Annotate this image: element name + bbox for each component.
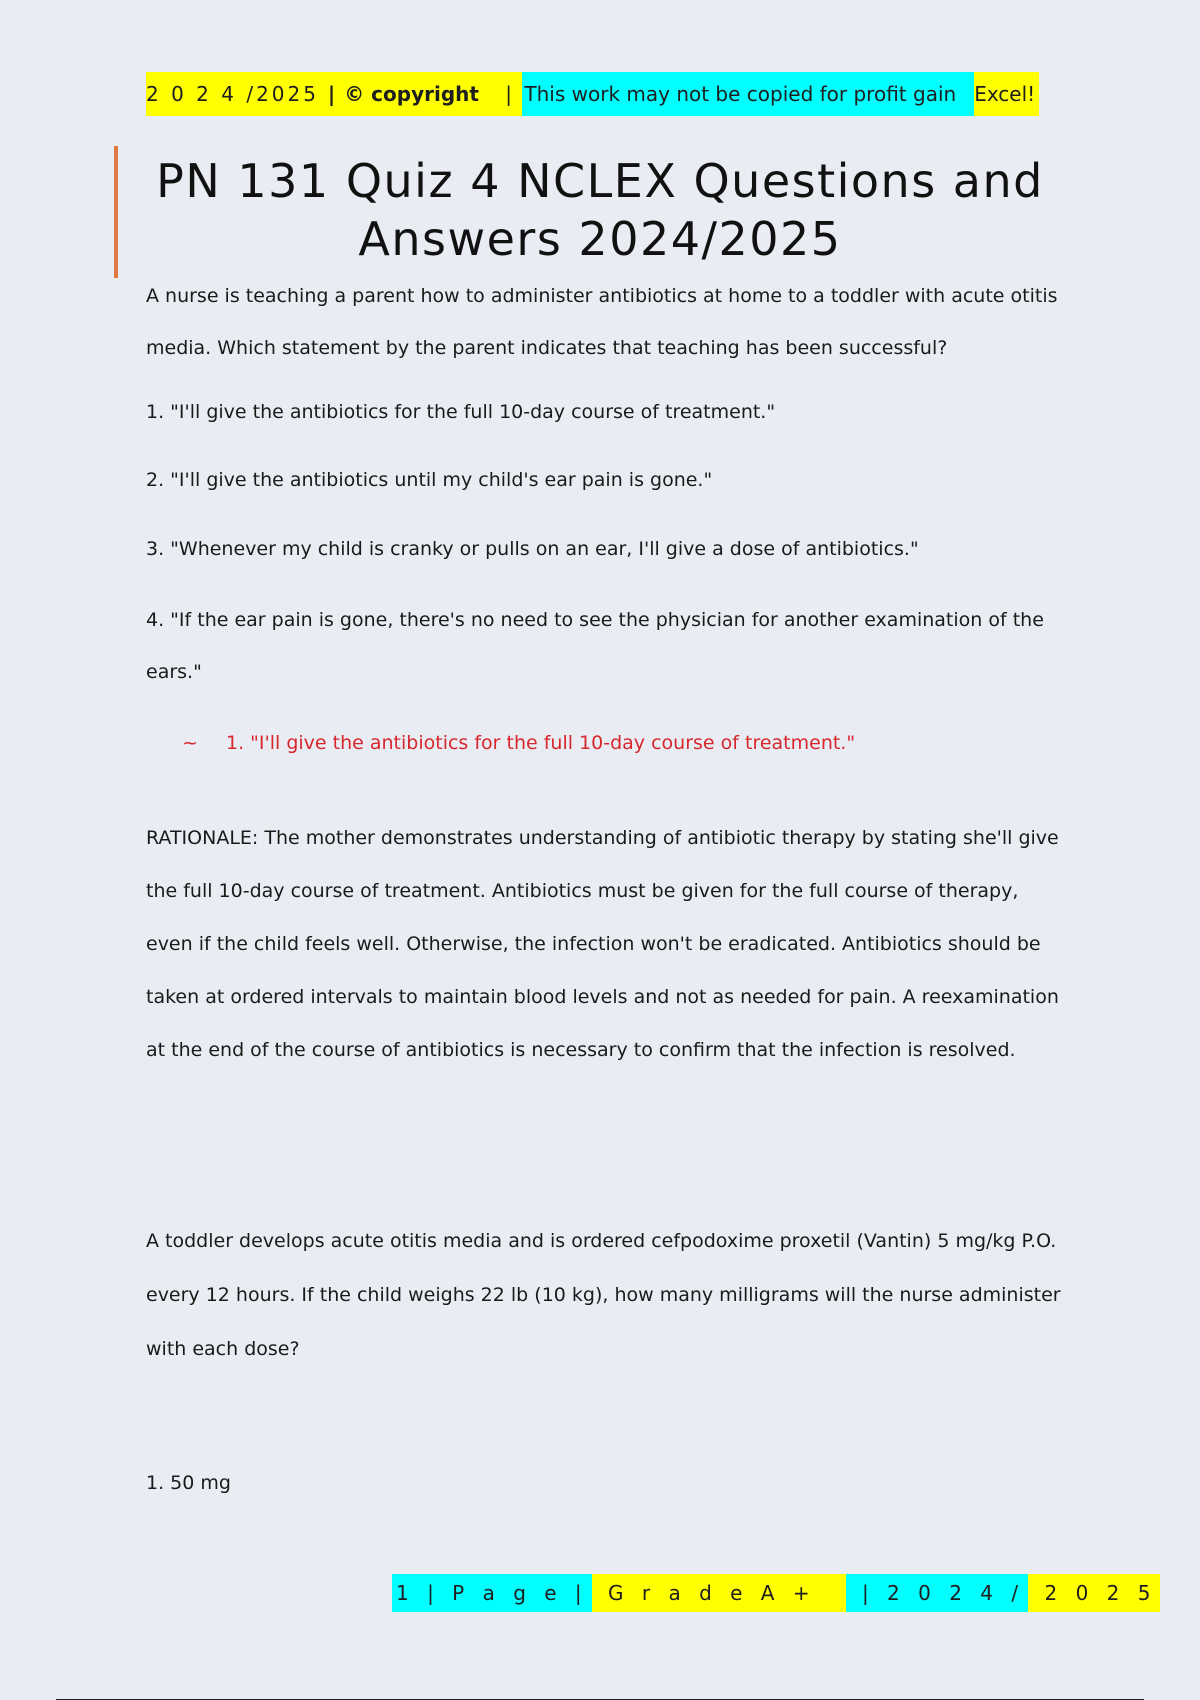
document-title: PN 131 Quiz 4 NCLEX Questions and Answers 2024/2025 <box>156 154 1044 266</box>
answer-text: 1. "I'll give the antibiotics for the full 10-day course of treatment." <box>226 732 856 754</box>
footer-year-b: 2 0 2 5 <box>1028 1574 1160 1612</box>
question-1-option-3: 3. "Whenever my child is cranky or pulls on an ear, I'll give a dose of antibiotics." <box>146 538 919 560</box>
footer-banner <box>392 1574 1160 1612</box>
answer-marker: ~ <box>182 732 198 754</box>
footer-grade: G r a d e A + <box>592 1574 846 1612</box>
question-1-option-1: 1. "I'll give the antibiotics for the full 10-day course of treatment." <box>146 401 776 423</box>
title-accent-bar <box>114 146 118 278</box>
question-2-option-1: 1. 50 mg <box>146 1472 231 1494</box>
footer-year-a: | 2 0 2 4 / <box>846 1574 1029 1612</box>
footer-page-number: 1 | P a g e | <box>392 1574 592 1612</box>
header-excel: Excel! <box>974 72 1039 116</box>
header-separator-2: | <box>499 72 522 116</box>
header-notice: This work may not be copied for profit gain <box>522 72 974 116</box>
header-copyright: © copyright <box>342 72 499 116</box>
header-separator: | <box>321 72 342 116</box>
question-1-option-4: 4. "If the ear pain is gone, there's no need to see the physician for another examination of the ears." <box>146 609 1044 683</box>
question-1-rationale: RATIONALE: The mother demonstrates understanding of antibiotic therapy by stating she'll give the full 10-day course of treatment. Antibiotics must be given for the full course of therapy, even if the child feels well. Otherwise, the infection won't be eradicated. Antibiotics should be taken at ordered intervals to maintain blood levels and not as needed for pain. A reexamination at the end of the course of antibiotics is necessary to confirm that the infection is resolved. <box>146 827 1059 1061</box>
question-1-stem: A nurse is teaching a parent how to administer antibiotics at home to a toddler with acute otitis media. Which statement by the parent indicates that teaching has been successful? <box>146 285 1058 359</box>
question-1-option-2: 2. "I'll give the antibiotics until my child's ear pain is gone." <box>146 469 713 491</box>
question-2-stem: A toddler develops acute otitis media and is ordered cefpodoxime proxetil (Vantin) 5 mg/kg P.O. every 12 hours. If the child weighs 22 lb (10 kg), how many milligrams will the nurse administer with each dose? <box>146 1230 1061 1360</box>
header-year: 2 0 2 4 /2025 <box>146 72 321 116</box>
header-banner <box>146 72 1039 116</box>
question-1-answer <box>182 730 855 756</box>
